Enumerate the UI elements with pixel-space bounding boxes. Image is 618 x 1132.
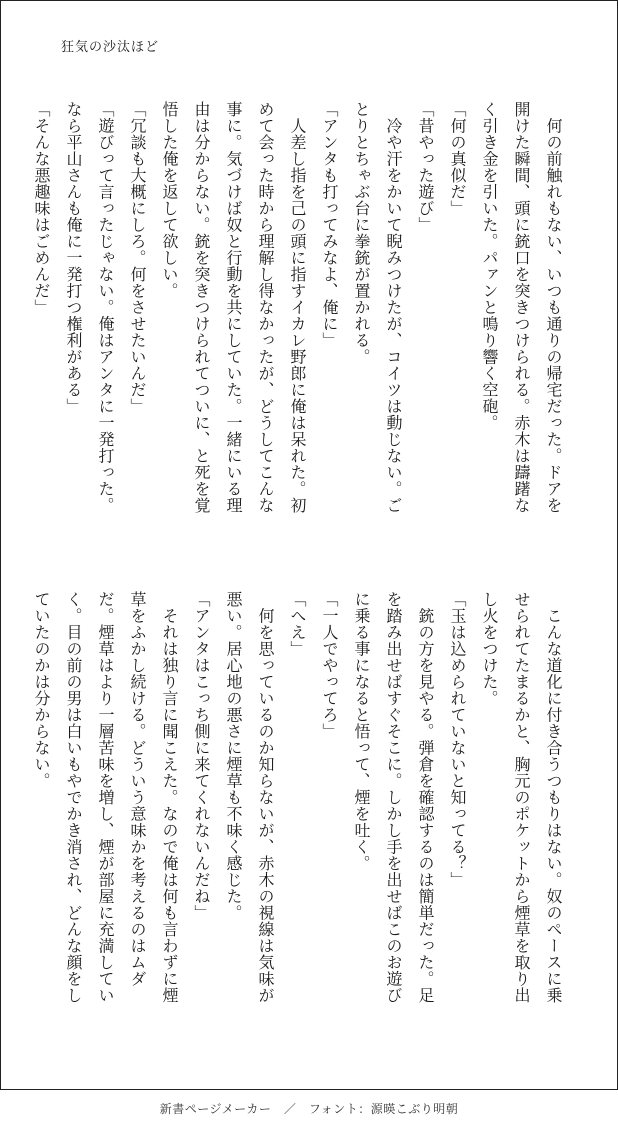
paragraph: 「アンタはこっち側に来てくれないんだね」 [192, 591, 211, 921]
text-block-top [32, 101, 569, 521]
paragraph: 「冗談も大概にしろ。何をさせたいんだ」 [128, 101, 147, 415]
paragraph: 「昔やった遊び」 [416, 101, 435, 233]
paragraph: 「遊びって言ったじゃない。俺はアンタに一発打った。なら平山さんも俺に一発打つ権利がある」 [64, 101, 115, 514]
paragraph: 「アンタも打ってみなよ、俺に」 [320, 101, 339, 349]
paragraph: 「そんな悪趣味はごめんだ」 [32, 101, 51, 316]
text-block-bottom [32, 591, 569, 1011]
paragraph: 「玉は込められていないと知ってる？」 [448, 591, 467, 888]
paragraph: 何を思っているのか知らないが、赤木の視線は気味が悪い。居心地の悪さに煙草も不味く感じた。 [224, 591, 275, 1004]
page-title: 狂気の沙汰ほど [61, 40, 160, 55]
paragraph: 銃の方を見やる。弾倉を確認するのは簡単だった。足を踏み出せばすぐそこに。しかし手を出せばこのお遊びに乗る事になると悟って、煙を吐く。 [352, 591, 435, 1004]
paragraph: こんな道化に付き合うつもりはない。奴のペースに乗せられてたまるかと、胸元のポケットから煙草を取り出し火をつけた。 [480, 591, 563, 1004]
paragraph: 「何の真似だ」 [448, 101, 467, 217]
paragraph: 「一人でやってろ」 [320, 591, 339, 740]
paragraph: 「へえ」 [288, 591, 307, 657]
paragraph: 人差し指を己の頭に指すイカレ野郎に俺は呆れた。初めて会った時から理解し得なかったが、どうしてこんな事に。気づけば奴と行動を共にしていた。一緒にいる理由は分からない。銃を突きつけられてついに、と死を覚悟した俺を返して欲しい。 [160, 101, 307, 514]
footer-credit: 新書ページメーカー ／ フォント：源暎こぶり明朝 [159, 1102, 459, 1116]
paragraph: 何の前触れもない、いつも通りの帰宅だった。ドアを開けた瞬間、頭に銃口を突きつけられる。赤木は躊躇なく引き金を引いた。パァンと鳴り響く空砲。 [480, 101, 563, 514]
paragraph: 冷や汗をかいて睨みつけたが、コイツは動じない。ごとりとちゃぶ台に拳銃が置かれる。 [352, 101, 403, 514]
paragraph: それは独り言に聞こえた。なので俺は何も言わずに煙草をふかし続ける。どういう意味かを考えるのはムダだ。煙草はより一層苦味を増し、煙が部屋に充満していく。目の前の男は白いもやでかき消され、どんな顔をしていたのかは分からない。 [32, 591, 179, 1004]
